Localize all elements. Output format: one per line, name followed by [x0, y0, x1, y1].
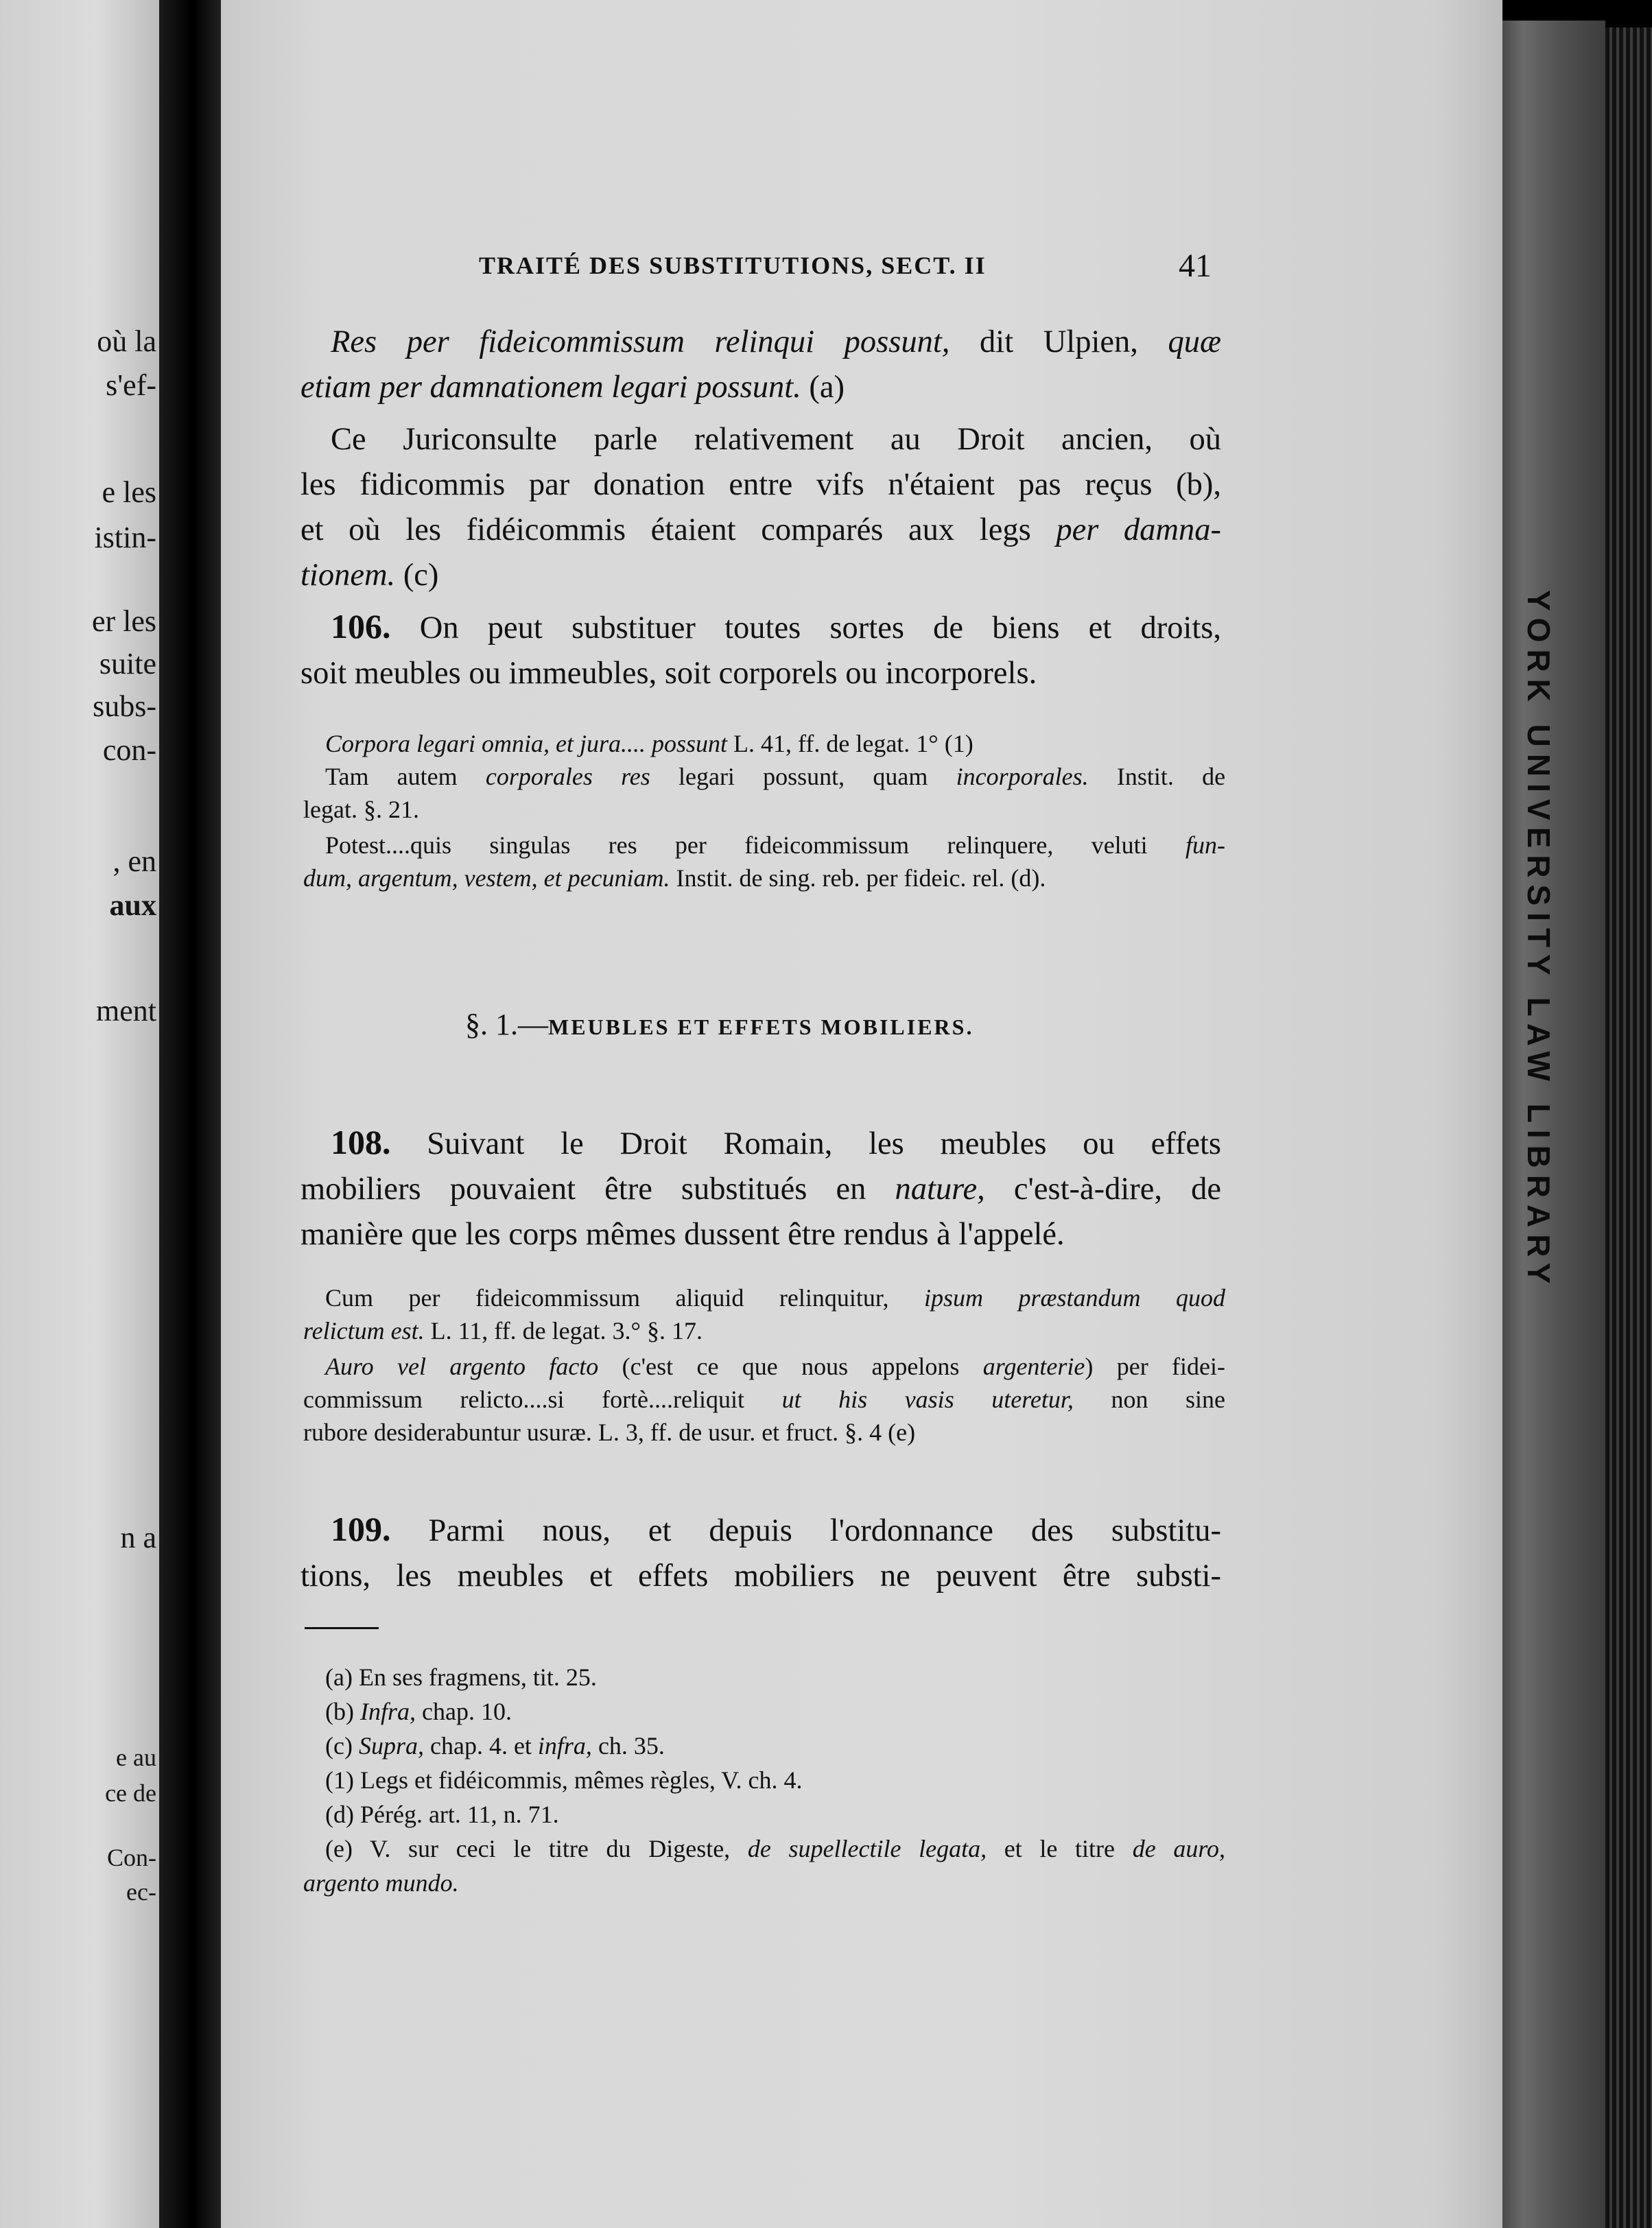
citation-block-106	[303, 727, 1226, 894]
left-line: s'ef-	[106, 368, 156, 402]
footnote-mark: (1)	[325, 1766, 354, 1794]
text: Tam autem	[325, 763, 458, 790]
latin-text: corporales res	[485, 763, 650, 790]
latin-text: de auro,	[1132, 1835, 1226, 1862]
text-line: les fidicommis par donation entre vifs n'étaient pas reçus (b),	[300, 467, 1221, 502]
left-line: er les	[91, 604, 156, 638]
text: commissum relicto....si fortè....reliquit	[303, 1386, 745, 1413]
section-title: MEUBLES ET EFFETS MOBILIERS.	[548, 1015, 974, 1039]
latin-text: ipsum præstandum quod	[923, 1284, 1226, 1312]
latin-text: etiam per damnationem legari possunt.	[300, 370, 801, 405]
latin-text: argenterie	[982, 1353, 1085, 1380]
latin-text: Infra,	[359, 1698, 416, 1725]
text: Instit. de	[1116, 763, 1226, 790]
text: ch. 35.	[598, 1732, 665, 1759]
book-gutter	[159, 0, 221, 2228]
text: V. sur ceci le titre du Digeste,	[369, 1835, 731, 1862]
latin-text: Res per fideicommissum relinqui possunt,	[331, 324, 950, 359]
text: Instit. de sing. reb. per fideic. rel. (d).	[676, 864, 1046, 892]
left-line: n a	[120, 1521, 156, 1554]
section-label: §. 1.—	[465, 1008, 548, 1041]
footnote-mark: (d)	[325, 1801, 354, 1828]
text: chap. 10.	[421, 1698, 512, 1725]
text: Suivant le Droit Romain, les meubles ou effets	[427, 1126, 1221, 1161]
text: et où les fidéicommis étaient comparés aux legs	[300, 512, 1031, 547]
latin-text: per damna-	[1056, 512, 1221, 547]
left-line: aux	[109, 888, 156, 922]
left-line: con-	[102, 733, 156, 767]
text: Potest....quis singulas res per fideicommissum relinquere, veluti	[325, 831, 1148, 859]
text: En ses fragmens, tit. 25.	[358, 1663, 597, 1691]
page-number: 41	[1179, 248, 1212, 284]
latin-text: incorporales.	[956, 763, 1089, 790]
text: ) per fidei-	[1085, 1353, 1226, 1380]
footnote-b	[325, 1694, 1225, 1729]
latin-text: argento mundo.	[303, 1869, 459, 1897]
left-line: e les	[102, 475, 156, 509]
left-line: subs-	[93, 689, 156, 723]
footnote-mark: (a)	[325, 1663, 353, 1691]
left-line: ce de	[105, 1779, 156, 1807]
footnote-mark: (b)	[325, 1698, 354, 1725]
left-page-fragment	[0, 0, 159, 2228]
footnote-a	[325, 1660, 1225, 1694]
text: et le titre	[1004, 1835, 1116, 1862]
text-line: legat. §. 21.	[303, 796, 419, 823]
footnote-c	[325, 1729, 1225, 1763]
latin-text: tionem.	[300, 558, 396, 593]
latin-text: dum, argentum, vestem, et pecuniam.	[303, 864, 670, 892]
footnotes	[303, 1660, 1226, 1900]
footnote-d	[325, 1797, 1225, 1832]
text: Cum per fideicommissum aliquid relinquitur,	[325, 1284, 889, 1312]
left-line: ment	[96, 994, 156, 1028]
latin-text: ut his vasis uteretur,	[781, 1386, 1074, 1413]
latin-text: infra,	[537, 1732, 592, 1759]
left-line: Con-	[107, 1844, 156, 1871]
left-line: , en	[113, 844, 156, 878]
text: L. 11, ff. de legat. 3.° §. 17.	[430, 1317, 703, 1344]
text: mobiliers pouvaient être substitués en	[300, 1172, 866, 1207]
latin-text: de supellectile legata,	[747, 1835, 987, 1862]
paragraph-106	[300, 604, 1221, 696]
paragraph-109	[300, 1506, 1221, 1599]
text: Parmi nous, et depuis l'ordonnance des substitu-	[428, 1513, 1222, 1548]
latin-text: relictum est.	[303, 1317, 425, 1344]
text-line: tions, les meubles et effets mobiliers ne peuvent être substi-	[300, 1559, 1221, 1593]
left-line: ec-	[126, 1878, 156, 1906]
running-title: TRAITÉ DES SUBSTITUTIONS, SECT. II	[479, 252, 987, 279]
latin-text: Corpora legari omnia, et jura.... possunt	[325, 730, 728, 757]
latin-text: nature,	[895, 1172, 985, 1207]
footnote-e	[325, 1832, 1225, 1866]
left-line: suite	[99, 647, 156, 680]
footnote-ref: (c)	[403, 558, 439, 593]
text-line: soit meubles ou immeubles, soit corporels ou incorporels.	[300, 656, 1037, 691]
footnote-1	[325, 1763, 1225, 1797]
text: c'est-à-dire, de	[1013, 1172, 1222, 1207]
left-line: où la	[97, 324, 156, 358]
paragraph-number: 106.	[331, 607, 391, 645]
citation-block-108	[303, 1281, 1226, 1449]
text: On peut substituer toutes sortes de biens et droits,	[419, 611, 1221, 645]
intro-paragraph	[300, 320, 1221, 598]
text: dit Ulpien,	[980, 324, 1138, 359]
latin-text: Auro vel argento facto	[325, 1353, 599, 1380]
text: Pérég. art. 11, n. 71.	[359, 1801, 559, 1828]
left-line: istin-	[94, 521, 156, 554]
footnote-ref: (a)	[809, 370, 845, 405]
paragraph-number: 109.	[331, 1510, 391, 1548]
page-edges	[1605, 27, 1652, 2228]
paragraph-number: 108.	[331, 1123, 391, 1161]
text-line: Ce Juriconsulte parle relativement au Droit ancien, où	[331, 422, 1221, 457]
footnote-e-continued	[303, 1866, 1225, 1900]
latin-text: fun-	[1185, 831, 1225, 859]
paragraph-108	[300, 1119, 1221, 1257]
footnote-mark: (e)	[325, 1835, 353, 1862]
text: non sine	[1111, 1386, 1226, 1413]
text: legari possunt, quam	[678, 763, 928, 790]
library-stamp: YORK UNIVERSITY LAW LIBRARY	[1521, 590, 1557, 1291]
text-line: rubore desiderabuntur usuræ. L. 3, ff. de usur. et fruct. §. 4 (e)	[303, 1419, 916, 1446]
footnote-mark: (c)	[325, 1732, 353, 1759]
footnote-rule	[305, 1627, 379, 1629]
text: (c'est ce que nous appelons	[622, 1353, 960, 1380]
latin-text: quæ	[1168, 324, 1222, 359]
text: chap. 4. et	[429, 1732, 532, 1759]
text: Legs et fidéicommis, mêmes règles, V. ch. 4.	[359, 1766, 803, 1794]
section-heading	[465, 1007, 974, 1042]
text-line: manière que les corps mêmes dussent être rendus à l'appelé.	[300, 1217, 1065, 1252]
latin-text: Supra,	[358, 1732, 424, 1759]
text: L. 41, ff. de legat. 1° (1)	[733, 730, 974, 757]
left-line: e au	[116, 1744, 156, 1771]
